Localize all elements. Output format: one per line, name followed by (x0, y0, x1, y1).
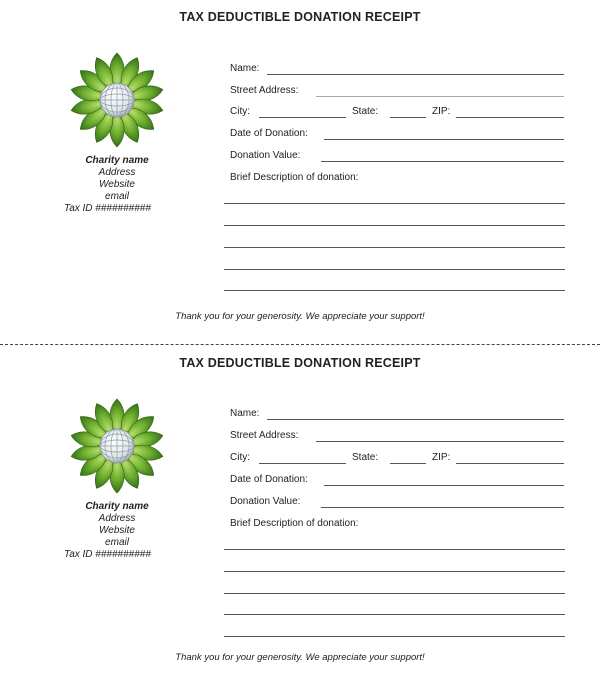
receipt-title: TAX DEDUCTIBLE DONATION RECEIPT (179, 10, 421, 24)
value-field[interactable] (230, 150, 566, 164)
scissors-cut-line (0, 344, 600, 345)
charity-tax-id: Tax ID ########## (64, 203, 151, 214)
city-line[interactable] (259, 463, 346, 464)
flower-globe-icon (69, 52, 165, 148)
street-line[interactable] (316, 96, 564, 97)
description-line[interactable] (224, 571, 565, 572)
description-line[interactable] (224, 269, 565, 270)
description-line[interactable] (224, 203, 565, 204)
description-label: Brief Description of donation: (230, 172, 359, 183)
date-line[interactable] (324, 485, 564, 486)
state-line[interactable] (390, 117, 426, 118)
zip-line[interactable] (456, 463, 564, 464)
value-label: Donation Value: (230, 496, 301, 507)
receipt-top (0, 0, 600, 335)
zip-label: ZIP: (432, 452, 451, 463)
value-field[interactable] (230, 496, 566, 510)
charity-website: Website (99, 525, 135, 536)
charity-info (50, 501, 184, 561)
street-field[interactable] (230, 85, 566, 99)
date-field[interactable] (230, 128, 566, 142)
date-label: Date of Donation: (230, 128, 308, 139)
charity-address: Address (98, 167, 136, 178)
zip-label: ZIP: (432, 106, 451, 117)
description-line[interactable] (224, 636, 565, 637)
receipt-title: TAX DEDUCTIBLE DONATION RECEIPT (179, 356, 421, 370)
city-line[interactable] (259, 117, 346, 118)
date-label: Date of Donation: (230, 474, 308, 485)
name-label: Name: (230, 408, 260, 419)
charity-name: Charity name (85, 155, 149, 166)
state-label: State: (352, 452, 379, 463)
street-label: Street Address: (230, 430, 299, 441)
name-line[interactable] (267, 74, 564, 75)
description-field (230, 172, 566, 186)
charity-tax-id: Tax ID ########## (64, 549, 151, 560)
value-line[interactable] (321, 507, 564, 508)
thank-you-note: Thank you for your generosity. We appreciate your support! (175, 652, 425, 663)
description-line[interactable] (224, 290, 565, 291)
description-field (230, 518, 566, 532)
description-line[interactable] (224, 614, 565, 615)
charity-website: Website (99, 179, 135, 190)
name-line[interactable] (267, 419, 564, 420)
flower-globe-icon (69, 398, 165, 494)
description-line[interactable] (224, 593, 565, 594)
name-label: Name: (230, 63, 260, 74)
date-field[interactable] (230, 474, 566, 488)
date-line[interactable] (324, 139, 564, 140)
charity-name: Charity name (85, 501, 149, 512)
receipt-bottom (0, 346, 600, 681)
name-field[interactable] (230, 408, 566, 422)
charity-info (50, 155, 184, 215)
street-label: Street Address: (230, 85, 299, 96)
description-line[interactable] (224, 549, 565, 550)
city-state-zip-row (230, 452, 566, 466)
street-field[interactable] (230, 430, 566, 444)
state-line[interactable] (390, 463, 426, 464)
value-line[interactable] (321, 161, 564, 162)
value-label: Donation Value: (230, 150, 301, 161)
description-label: Brief Description of donation: (230, 518, 359, 529)
city-label: City: (230, 106, 250, 117)
street-line[interactable] (316, 441, 564, 442)
description-line[interactable] (224, 247, 565, 248)
state-label: State: (352, 106, 379, 117)
thank-you-note: Thank you for your generosity. We appreciate your support! (175, 311, 425, 322)
name-field[interactable] (230, 63, 566, 77)
charity-email: email (105, 191, 129, 202)
charity-address: Address (98, 513, 136, 524)
city-state-zip-row (230, 106, 566, 120)
charity-email: email (105, 537, 129, 548)
zip-line[interactable] (456, 117, 564, 118)
description-line[interactable] (224, 225, 565, 226)
city-label: City: (230, 452, 250, 463)
